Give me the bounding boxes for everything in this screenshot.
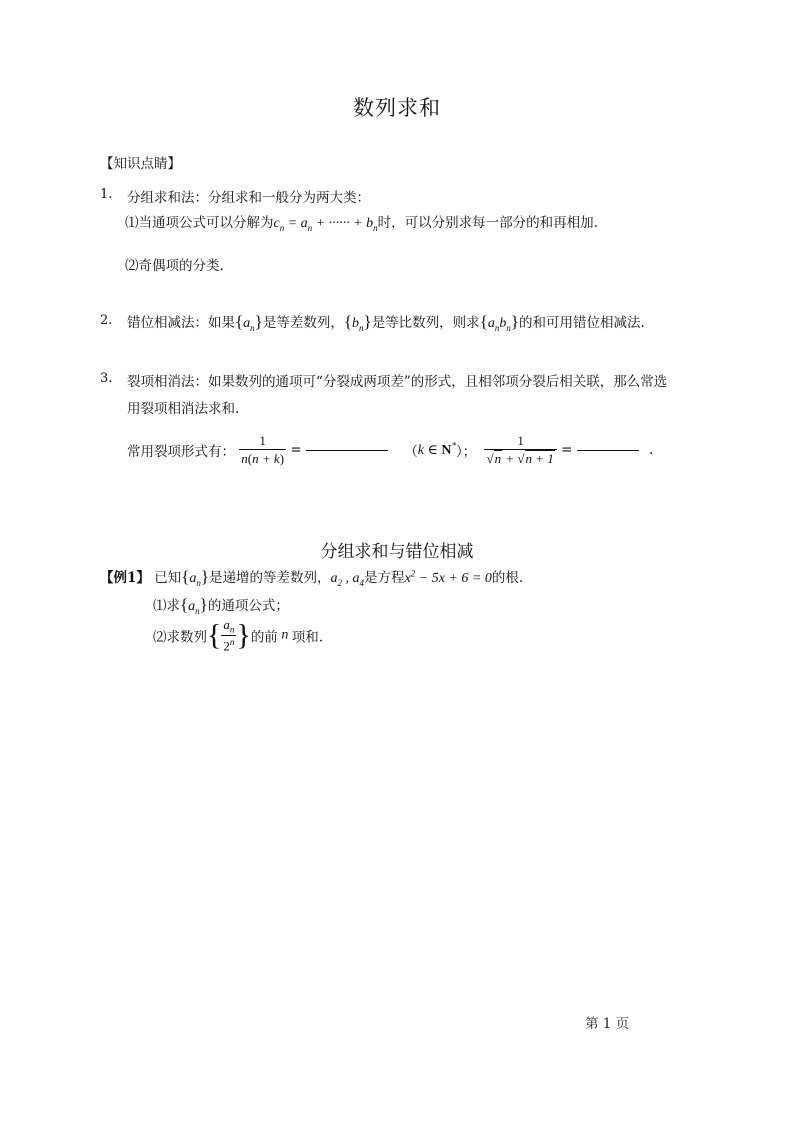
formula-anbn-set: $\{a_nb_n\}$	[479, 312, 520, 333]
item-number-2: 2.	[100, 313, 113, 328]
forms-label: 常用裂项形式有：	[127, 444, 235, 460]
end-period: .	[649, 442, 654, 458]
formula-an-set-ex: $\{a_n\}$	[181, 567, 210, 588]
example-label: 【例1】	[100, 570, 150, 586]
formula-cn: $c_n = a_n$ + ······ + $b_n$	[273, 216, 378, 233]
example-text-b: 是递增的等差数列，	[209, 570, 331, 586]
example-text-d: 的根.	[491, 570, 524, 586]
item-1-sub1-prefix: ⑴当通项公式可以分解为	[125, 215, 274, 231]
condition-open: （	[404, 444, 418, 460]
item-3-forms	[127, 433, 653, 467]
brace-right: }	[236, 618, 251, 652]
answer-blank-2[interactable]	[577, 450, 639, 451]
q1-suffix: 的通项公式；	[207, 598, 289, 614]
item-number-1: 1.	[100, 187, 113, 202]
formula-an-set: $\{a_n\}$	[235, 312, 263, 333]
q1-prefix: ⑴求	[153, 598, 180, 614]
item-1-sub2: ⑵奇偶项的分类.	[125, 258, 224, 274]
item-2-text-c: 是等比数列，则求	[371, 315, 480, 331]
item-2-text-b: 是等差数列，	[262, 315, 344, 331]
fraction-1-over-sqrt-sum: $\frac{1}{√n + √n + 1}$	[484, 433, 556, 467]
item-1-sub1	[125, 211, 598, 233]
formula-bn-set: $\{b_n\}$	[343, 312, 372, 333]
formula-quadratic: $x^2 - 5x + 6 = 0$	[404, 568, 492, 586]
brace-left: {	[207, 618, 222, 652]
q2-mid: 的前	[250, 629, 278, 646]
condition-close: ）；	[455, 444, 477, 460]
item-2-text	[127, 311, 645, 333]
fraction-1-over-n-n-plus-k: $\frac{1}{n(n + k)}$	[241, 433, 285, 466]
equals-sign-2: =	[561, 442, 573, 458]
equals-sign-1: =	[290, 442, 302, 458]
item-1-sub1-suffix: 时，可以分别求每一部分的和再相加.	[377, 215, 598, 231]
q2-suffix: 项和.	[291, 629, 324, 646]
section-knowledge-heading: 【知识点睛】	[100, 156, 181, 172]
formula-n: n	[277, 627, 292, 643]
example-1-statement	[100, 566, 523, 588]
q2-prefix: ⑵求数列	[153, 629, 207, 646]
section-2-title: 分组求和与错位相减	[320, 542, 474, 562]
answer-blank-1[interactable]	[306, 450, 388, 451]
formula-an-set-q1: $\{a_n\}$	[180, 595, 208, 616]
item-3-line1: 裂项相消法：如果数列的通项可“分裂成两项差”的形式，且相邻项分裂后相关联，那么常选	[127, 374, 668, 390]
example-text-a: 已知	[154, 570, 182, 586]
item-3-line2: 用裂项相消法求和.	[127, 401, 240, 417]
item-1-text: 分组求和法：分组求和一般分为两大类：	[127, 190, 370, 206]
item-2-text-a: 错位相减法：如果	[127, 315, 235, 331]
example-question-2	[153, 617, 323, 654]
formula-a2-a4: $a_2$ , $a_4$	[330, 571, 365, 588]
page-number: 第 1 页	[585, 1016, 630, 1032]
condition-k-in-n: k ∈ N*	[417, 440, 456, 459]
item-number-3: 3.	[100, 371, 113, 386]
example-question-1	[153, 594, 289, 616]
fraction-an-over-2n: $\frac{a_n}{2^n}$	[223, 617, 235, 653]
item-2-text-d: 的和可用错位相减法.	[519, 315, 645, 331]
example-text-c: 是方程	[364, 570, 405, 586]
page-title: 数列求和	[353, 96, 441, 120]
